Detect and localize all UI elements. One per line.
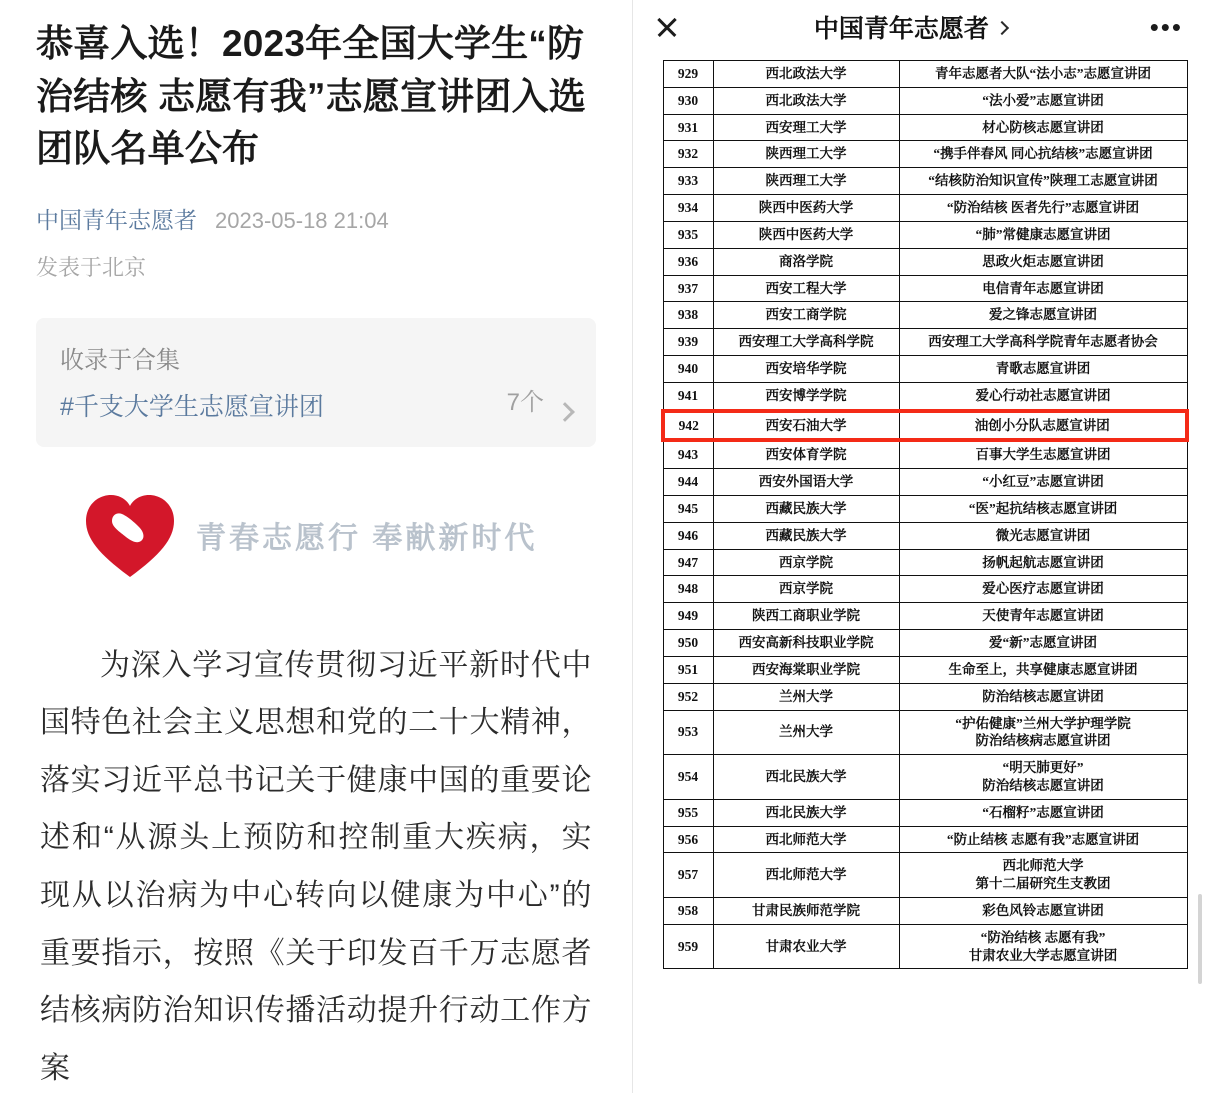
table-row: [663, 522, 1187, 549]
table-row: [663, 87, 1187, 114]
row-number: 947: [663, 549, 713, 576]
row-number: 953: [663, 710, 713, 755]
row-organization: 西京学院: [713, 576, 899, 603]
row-team-name: 西北师范大学 第十二届研究生支教团: [899, 853, 1187, 898]
row-team-name: 青歌志愿宣讲团: [899, 355, 1187, 382]
row-number: 930: [663, 87, 713, 114]
row-organization: 甘肃农业大学: [713, 924, 899, 969]
table-row: [663, 826, 1187, 853]
mini-browser-header: [633, 0, 1205, 54]
row-team-name: 爱“新”志愿宣讲团: [899, 630, 1187, 657]
row-organization: 陕西中医药大学: [713, 221, 899, 248]
row-organization: 西安理工大学: [713, 114, 899, 141]
row-team-name: “法小爱”志愿宣讲团: [899, 87, 1187, 114]
row-organization: 西安外国语大学: [713, 469, 899, 496]
row-number: 943: [663, 440, 713, 468]
chevron-right-icon: [995, 20, 1009, 34]
row-number: 956: [663, 826, 713, 853]
collection-count: 7个: [506, 388, 544, 416]
row-number: 932: [663, 141, 713, 168]
row-organization: 西安体育学院: [713, 440, 899, 468]
table-row: [663, 61, 1187, 88]
table-row: [663, 141, 1187, 168]
row-organization: 陕西中医药大学: [713, 195, 899, 222]
row-team-name: “防治结核 医者先行”志愿宣讲团: [899, 195, 1187, 222]
listing-table: [661, 60, 1189, 969]
row-organization: 西藏民族大学: [713, 522, 899, 549]
row-team-name: “肺”常健康志愿宣讲团: [899, 221, 1187, 248]
table-row: [663, 195, 1187, 222]
page-title: 恭喜入选！2023年全国大学生“防治结核 志愿有我”志愿宣讲团入选团队名单公布: [36, 23, 586, 170]
row-organization: 西北师范大学: [713, 853, 899, 898]
row-team-name: “结核防治知识宣传”陕理工志愿宣讲团: [899, 168, 1187, 195]
row-organization: 兰州大学: [713, 683, 899, 710]
table-row: [663, 275, 1187, 302]
row-team-name: 百事大学生志愿宣讲团: [899, 440, 1187, 468]
row-team-name: “小红豆”志愿宣讲团: [899, 469, 1187, 496]
row-team-name: “石榴籽”志愿宣讲团: [899, 799, 1187, 826]
mini-browser-title-wrap[interactable]: [671, 9, 1150, 45]
row-organization: 西安工程大学: [713, 275, 899, 302]
table-row: [663, 248, 1187, 275]
row-number: 950: [663, 630, 713, 657]
row-number: 939: [663, 329, 713, 356]
row-team-name: “医”起抗结核志愿宣讲团: [899, 496, 1187, 523]
table-row: [663, 576, 1187, 603]
table-row: [663, 302, 1187, 329]
row-team-name: 材心防核志愿宣讲团: [899, 114, 1187, 141]
row-number: 941: [663, 382, 713, 410]
row-number: 937: [663, 275, 713, 302]
row-number: 959: [663, 924, 713, 969]
mini-browser-pane: [632, 0, 1205, 1093]
row-organization: 兰州大学: [713, 710, 899, 755]
row-organization: 西藏民族大学: [713, 496, 899, 523]
row-number: 934: [663, 195, 713, 222]
account-name-link[interactable]: 中国青年志愿者: [36, 206, 197, 233]
publish-time: 2023-05-18 21:04: [215, 207, 389, 233]
row-organization: 甘肃民族师范学院: [713, 898, 899, 925]
row-organization: 西北民族大学: [713, 799, 899, 826]
row-team-name: 青年志愿者大队“法小志”志愿宣讲团: [899, 61, 1187, 88]
article-meta: [36, 202, 596, 235]
row-team-name: 思政火炬志愿宣讲团: [899, 248, 1187, 275]
row-organization: 西安培华学院: [713, 355, 899, 382]
banner-text: 青春志愿行 奉献新时代: [196, 521, 538, 555]
row-number: 946: [663, 522, 713, 549]
row-number: 933: [663, 168, 713, 195]
row-number: 940: [663, 355, 713, 382]
row-number: 949: [663, 603, 713, 630]
row-team-name: 扬帆起航志愿宣讲团: [899, 549, 1187, 576]
close-icon[interactable]: [653, 13, 681, 41]
row-organization: 陕西工商职业学院: [713, 603, 899, 630]
table-row: [663, 755, 1187, 800]
row-team-name: “护佑健康”兰州大学护理学院 防治结核病志愿宣讲团: [899, 710, 1187, 755]
row-organization: 商洛学院: [713, 248, 899, 275]
row-team-name: 西安理工大学高科学院青年志愿者协会: [899, 329, 1187, 356]
row-team-name: “明天肺更好” 防治结核志愿宣讲团: [899, 755, 1187, 800]
row-organization: 西安高新科技职业学院: [713, 630, 899, 657]
row-team-name: 微光志愿宣讲团: [899, 522, 1187, 549]
row-number: 945: [663, 496, 713, 523]
row-team-name: “防治结核 志愿有我” 甘肃农业大学志愿宣讲团: [899, 924, 1187, 969]
row-organization: 西京学院: [713, 549, 899, 576]
row-team-name: 爱之锋志愿宣讲团: [899, 302, 1187, 329]
row-organization: 陕西理工大学: [713, 141, 899, 168]
table-row: [663, 898, 1187, 925]
collection-card[interactable]: [36, 318, 596, 447]
table-row: [663, 411, 1187, 441]
heart-hand-icon: [82, 491, 178, 579]
row-team-name: 防治结核志愿宣讲团: [899, 683, 1187, 710]
row-organization: 西北政法大学: [713, 87, 899, 114]
row-team-name: 彩色风铃志愿宣讲团: [899, 898, 1187, 925]
row-organization: 西北师范大学: [713, 826, 899, 853]
collection-label: 收录于合集: [60, 346, 180, 374]
table-row: [663, 440, 1187, 468]
row-number: 948: [663, 576, 713, 603]
row-number: 931: [663, 114, 713, 141]
row-number: 938: [663, 302, 713, 329]
table-row: [663, 603, 1187, 630]
row-number: 929: [663, 61, 713, 88]
mini-browser-title: 中国青年志愿者: [813, 15, 989, 43]
row-team-name: 生命至上，共享健康志愿宣讲团: [899, 656, 1187, 683]
more-options-icon[interactable]: •••: [1149, 12, 1183, 42]
row-number: 958: [663, 898, 713, 925]
row-team-name: “携手伴春风 同心抗结核”志愿宣讲团: [899, 141, 1187, 168]
row-team-name: 天使青年志愿宣讲团: [899, 603, 1187, 630]
table-row: [663, 355, 1187, 382]
publish-location: 发表于北京: [36, 254, 147, 280]
row-number: 942: [663, 411, 713, 441]
row-team-name: 爱心医疗志愿宣讲团: [899, 576, 1187, 603]
article-banner: [36, 487, 596, 583]
table-row: [663, 853, 1187, 898]
table-row: [663, 382, 1187, 410]
table-row: [663, 710, 1187, 755]
table-row: [663, 114, 1187, 141]
row-number: 954: [663, 755, 713, 800]
row-team-name: 电信青年志愿宣讲团: [899, 275, 1187, 302]
row-number: 944: [663, 469, 713, 496]
table-row: [663, 496, 1187, 523]
document-viewer[interactable]: [633, 54, 1205, 1093]
table-row: [663, 683, 1187, 710]
scrollbar[interactable]: [1198, 894, 1202, 984]
row-number: 951: [663, 656, 713, 683]
table-row: [663, 168, 1187, 195]
row-organization: 西安博学学院: [713, 382, 899, 410]
row-organization: 西安理工大学高科学院: [713, 329, 899, 356]
table-row: [663, 221, 1187, 248]
row-number: 936: [663, 248, 713, 275]
table-row: [663, 329, 1187, 356]
row-number: 955: [663, 799, 713, 826]
row-team-name: 爱心行动社志愿宣讲团: [899, 382, 1187, 410]
row-organization: 陕西理工大学: [713, 168, 899, 195]
row-organization: 西安石油大学: [713, 411, 899, 441]
collection-tag-link[interactable]: #千支大学生志愿宣讲团: [60, 392, 324, 421]
article-body: 为深入学习宣传贯彻习近平新时代中国特色社会主义思想和党的二十大精神，落实习近平总书记关于健康中国的重要论述和“从源头上预防和控制重大疾病，实现从以治病为中心转向以健康为中心”的重要指示，按照《关于印发百千万志愿者结核病防治知识传播活动提升行动工作方案: [40, 648, 592, 1085]
row-organization: 西安工商学院: [713, 302, 899, 329]
table-row: [663, 656, 1187, 683]
table-row: [663, 549, 1187, 576]
table-row: [663, 630, 1187, 657]
table-row: [663, 924, 1187, 969]
row-organization: 西北政法大学: [713, 61, 899, 88]
row-team-name: 油创小分队志愿宣讲团: [899, 411, 1187, 441]
row-organization: 西安海棠职业学院: [713, 656, 899, 683]
row-number: 935: [663, 221, 713, 248]
row-organization: 西北民族大学: [713, 755, 899, 800]
row-team-name: “防止结核 志愿有我”志愿宣讲团: [899, 826, 1187, 853]
row-number: 952: [663, 683, 713, 710]
table-row: [663, 799, 1187, 826]
row-number: 957: [663, 853, 713, 898]
table-row: [663, 469, 1187, 496]
